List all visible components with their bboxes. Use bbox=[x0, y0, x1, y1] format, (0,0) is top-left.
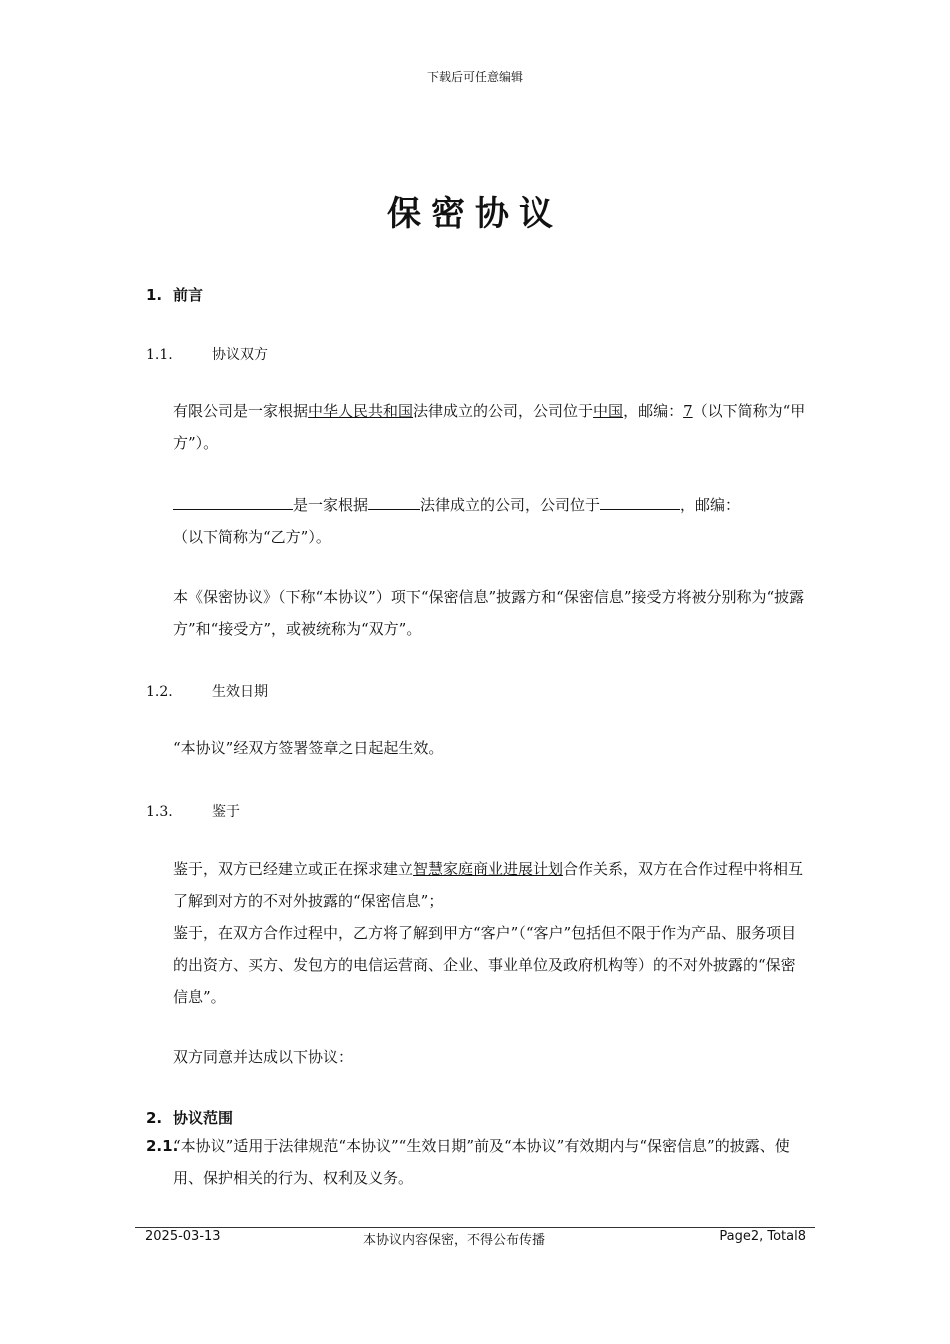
text-run: 鉴于，在双方合作过程中，乙方将了解到甲方“客户”（“客户”包括但不限于作为产品、服务项目的出资方、买方、发包方的电信运营商、企业、事业单位及政府机构等）的不对外披露的“保密信息”。 bbox=[173, 924, 797, 1006]
text-run: 合作关系，双方在合作过程中将相互了解到对方的不对外披露的“保密信息”； bbox=[173, 860, 804, 910]
subsection-title: 生效日期 bbox=[212, 684, 268, 700]
section-2-heading bbox=[146, 1107, 233, 1128]
text-run: （以下简称为“乙方”）。 bbox=[173, 528, 331, 546]
party-b-paragraph bbox=[173, 489, 809, 553]
intro-paragraph: 本《保密协议》（下称“本协议”）项下“保密信息”披露方和“保密信息”接受方将被分别称为“披露方”和“接受方”，或被统称为“双方”。 bbox=[173, 588, 805, 638]
party-b-name-blank bbox=[173, 491, 293, 510]
footer-divider bbox=[135, 1227, 815, 1228]
header-note: 下载后可任意编辑 bbox=[426, 70, 523, 84]
section-1-heading bbox=[146, 284, 203, 305]
section-title: 协议范围 bbox=[173, 1109, 234, 1127]
location-field: 中国 bbox=[593, 402, 624, 420]
footer-page-number: Page2, Total8 bbox=[719, 1229, 806, 1244]
clause-number: 2.1. bbox=[146, 1137, 179, 1155]
party-a-paragraph bbox=[173, 395, 809, 459]
text-run: （以下简称为“甲方”）。 bbox=[173, 402, 806, 452]
section-number: 1. bbox=[146, 286, 163, 304]
subsection-1-2-heading bbox=[146, 681, 268, 701]
subsection-number: 1.1. bbox=[146, 347, 173, 363]
text-run: ，邮编： bbox=[680, 496, 741, 514]
party-b-location-blank bbox=[600, 491, 680, 510]
text-run: 有限公司是一家根据 bbox=[173, 402, 309, 420]
footer-notice: 本协议内容保密，不得公布传播 bbox=[362, 1233, 545, 1248]
text-run: ，邮编： bbox=[623, 402, 684, 420]
agreement-paragraph: 双方同意并达成以下协议： bbox=[173, 1048, 354, 1066]
project-name: 智慧家庭商业进展计划 bbox=[413, 860, 564, 878]
text-run: 鉴于，双方已经建立或正在探求建立 bbox=[173, 860, 414, 878]
text-run: 法律成立的公司，公司位于 bbox=[420, 496, 601, 514]
clause-2-1 bbox=[146, 1130, 809, 1194]
party-b-country-blank bbox=[368, 491, 420, 510]
subsection-1-1-heading bbox=[146, 344, 268, 364]
whereas-paragraph bbox=[173, 853, 809, 1013]
document-title: 保密协议 bbox=[387, 194, 563, 234]
subsection-1-3-heading bbox=[146, 801, 240, 821]
effective-date-paragraph: “本协议”经双方签署签章之日起起生效。 bbox=[173, 739, 444, 757]
section-number: 2. bbox=[146, 1109, 163, 1127]
subsection-title: 鉴于 bbox=[212, 804, 240, 820]
text-run: 是一家根据 bbox=[293, 496, 369, 514]
subsection-number: 1.2. bbox=[146, 684, 173, 700]
zip-field: 7 bbox=[683, 402, 693, 420]
section-title: 前言 bbox=[173, 286, 204, 304]
footer-date: 2025-03-13 bbox=[145, 1229, 221, 1244]
text-run: 法律成立的公司，公司位于 bbox=[413, 402, 594, 420]
subsection-title: 协议双方 bbox=[212, 347, 268, 363]
clause-text: “本协议”适用于法律规范“本协议”“生效日期”前及“本协议”有效期内与“保密信息”的披露、使用、保护相关的行为、权利及义务。 bbox=[173, 1137, 790, 1187]
subsection-number: 1.3. bbox=[146, 804, 173, 820]
country-field: 中华人民共和国 bbox=[308, 402, 414, 420]
